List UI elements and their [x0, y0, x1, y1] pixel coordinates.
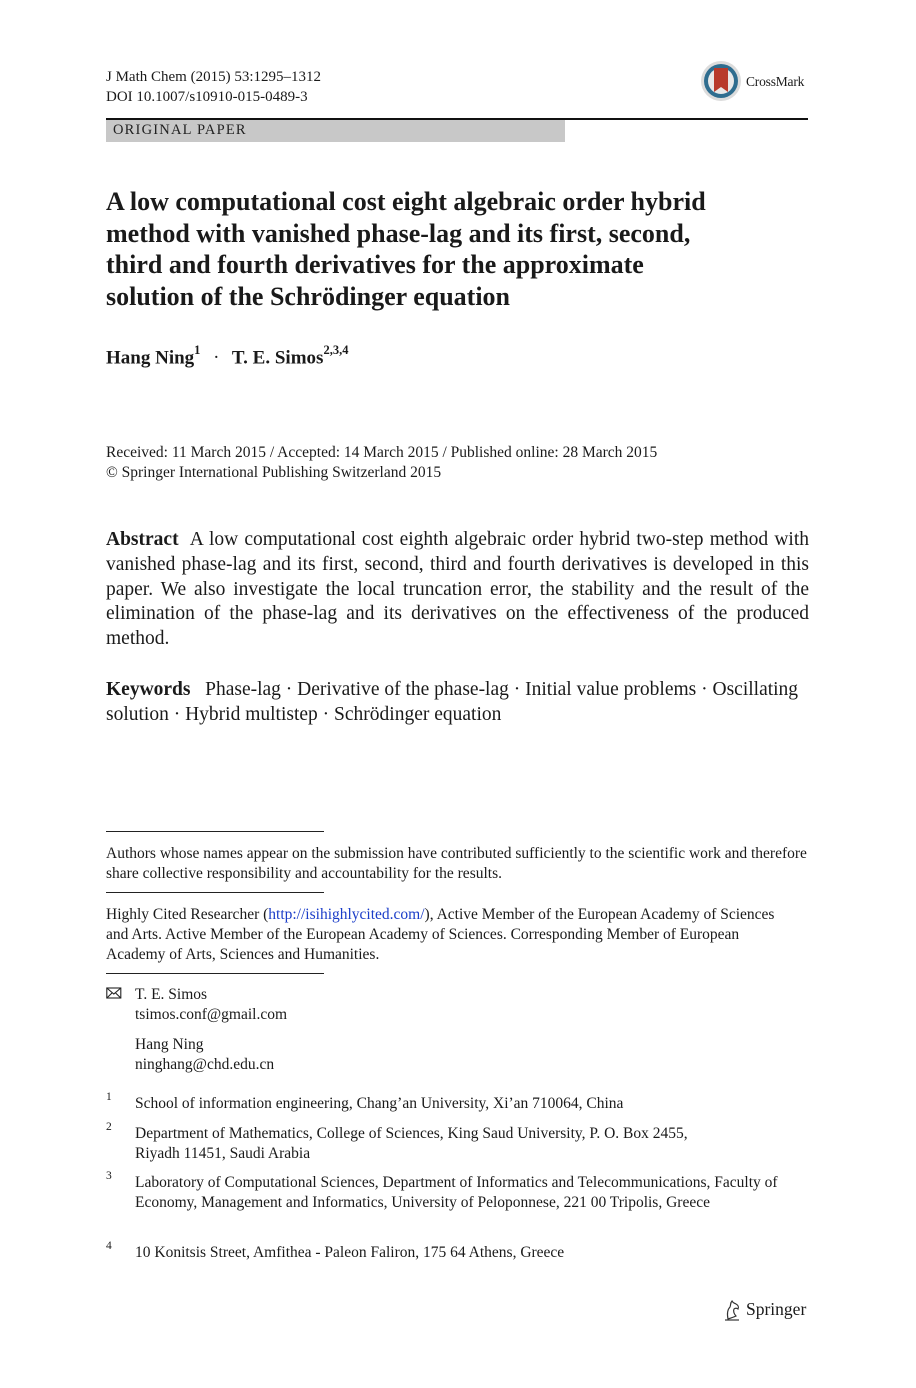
affiliation-1-number: 1: [106, 1091, 112, 1103]
author-separator: ·: [213, 347, 220, 369]
crossmark-icon: [700, 60, 742, 102]
researcher-link[interactable]: http://isihighlycited.com/: [268, 906, 425, 923]
author-1-affiliation: 1: [194, 343, 201, 357]
affiliation-4-text: 10 Konitsis Street, Amfithea - Paleon Faliron, 175 64 Athens, Greece: [135, 1244, 565, 1261]
footnote-rule-1: [106, 831, 324, 832]
affiliation-3-text: Laboratory of Computational Sciences, Department of Informatics and Telecommunications, Faculty of Economy, Management and Informatics, University of Peloponnese, 221 00 Tripolis, Greece: [135, 1174, 778, 1211]
affiliation-3-number: 3: [106, 1170, 112, 1182]
abstract: [106, 528, 809, 652]
author-1-name: Hang Ning: [106, 347, 195, 369]
springer-horse-icon: [722, 1299, 742, 1321]
section-bar: [106, 120, 565, 142]
researcher-note: [106, 905, 796, 964]
contact-2: [135, 1035, 274, 1075]
springer-label: Springer: [746, 1299, 807, 1319]
abstract-text: A low computational cost eighth algebraic order hybrid two-step method with vanished phase-lag and its first, second, third and fourth derivatives is developed in this paper. We also investigate the local truncation error, the stability and the result of the elimination of the phase-lag and its derivatives on the effectiveness of the produced method.: [106, 529, 809, 650]
author-2-affiliation: 2,3,4: [323, 343, 349, 357]
abstract-label: Abstract: [106, 529, 179, 550]
affiliation-4-number: 4: [106, 1240, 112, 1252]
journal-citation: [106, 67, 321, 107]
title-line-3: third and fourth derivatives for the approximate: [106, 250, 644, 279]
keywords-label: Keywords: [106, 679, 191, 700]
author-list: [106, 345, 348, 369]
researcher-prefix: Highly Cited Researcher (: [106, 906, 269, 923]
contact-2-email[interactable]: ninghang@chd.edu.cn: [135, 1056, 275, 1073]
footnote-rule-3: [106, 973, 324, 974]
crossmark-badge[interactable]: [700, 60, 810, 104]
keywords-text: Phase-lag · Derivative of the phase-lag · Initial value problems · Oscillating solution · Hybrid multistep · Schrödinger equation: [106, 679, 799, 725]
researcher-suffix: ), Active Member of the European Academy of Sciences and Arts. Active Member of the European Academy of Sciences. Corresponding Member of European Academy of Arts, Sciences and Humanities.: [106, 906, 775, 963]
contact-1-email[interactable]: tsimos.conf@gmail.com: [135, 1006, 288, 1023]
footnote-rule-2: [106, 892, 324, 893]
received-line: Received: 11 March 2015 / Accepted: 14 March 2015 / Published online: 28 March 2015: [106, 444, 658, 461]
contact-1: [135, 985, 287, 1025]
contact-1-name: T. E. Simos: [135, 986, 208, 1003]
affiliation-2-text: Department of Mathematics, College of Sciences, King Saud University, P. O. Box 2455, Riyadh 11451, Saudi Arabia: [135, 1125, 688, 1162]
affiliation-2-number: 2: [106, 1121, 112, 1133]
title-line-4: solution of the Schrödinger equation: [106, 281, 511, 311]
section-label: ORIGINAL PAPER: [113, 122, 247, 138]
keywords: [106, 678, 809, 728]
doi-line: DOI 10.1007/s10910-015-0489-3: [106, 89, 308, 105]
contact-2-name: Hang Ning: [135, 1036, 204, 1053]
paper-title: [106, 186, 786, 312]
title-line-1: A low computational cost eight algebraic order hybrid: [106, 187, 706, 216]
crossmark-label: CrossMark: [746, 74, 805, 89]
affiliation-1-text: School of information engineering, Chang’an University, Xi’an 710064, China: [135, 1095, 624, 1112]
copyright-line: © Springer International Publishing Switzerland 2015: [106, 464, 442, 481]
author-2-name: T. E. Simos: [231, 347, 324, 369]
journal-line: J Math Chem (2015) 53:1295–1312: [106, 69, 321, 85]
title-line-2: method with vanished phase-lag and its first, second,: [106, 218, 691, 248]
publication-dates: [106, 443, 657, 483]
contribution-note: Authors whose names appear on the submission have contributed sufficiently to the scientific work and therefore share collective responsibility and accountability for the results.: [106, 845, 807, 882]
envelope-icon: [106, 986, 122, 1000]
